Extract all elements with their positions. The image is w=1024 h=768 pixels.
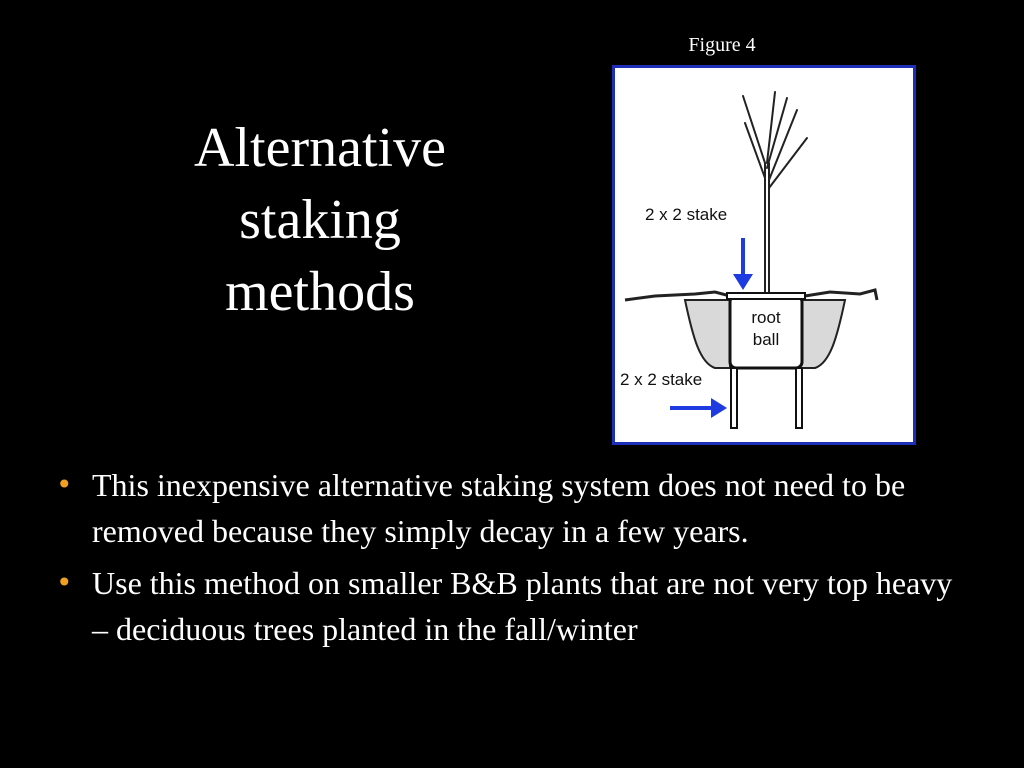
- stake-cross: [727, 293, 805, 299]
- bullet-item-1: [56, 462, 956, 554]
- arrow-right-icon: [670, 398, 727, 418]
- staking-diagram: [612, 65, 916, 445]
- bullet-list: [56, 462, 956, 658]
- top-stake-label: 2 x 2 stake: [645, 205, 728, 224]
- stake-left: [731, 368, 737, 428]
- bullet-dot-icon: •: [56, 468, 73, 501]
- bullet-text-1: This inexpensive alternative staking system does not need to be removed because they simply decay in a few years.: [92, 467, 906, 549]
- root-ball-label-2: ball: [752, 330, 780, 349]
- slide-title: [140, 112, 500, 328]
- arrow-down-icon: [733, 238, 753, 290]
- bullet-dot-icon: •: [56, 566, 73, 599]
- figure-label: Figure 4: [688, 34, 756, 56]
- tree-icon: [743, 92, 807, 294]
- title-line-3: methods: [225, 261, 415, 323]
- title-line-1: Alternative: [194, 117, 446, 179]
- bullet-item-2: [56, 560, 956, 652]
- root-ball-label-1: root: [751, 308, 781, 327]
- title-line-2: staking: [239, 189, 401, 251]
- staking-diagram-drawing: [615, 68, 913, 442]
- bottom-stake-label: 2 x 2 stake: [620, 370, 703, 389]
- bullet-text-2: Use this method on smaller B&B plants that are not very top heavy – deciduous trees planted in the fall/winter: [92, 565, 953, 647]
- stake-right: [796, 368, 802, 428]
